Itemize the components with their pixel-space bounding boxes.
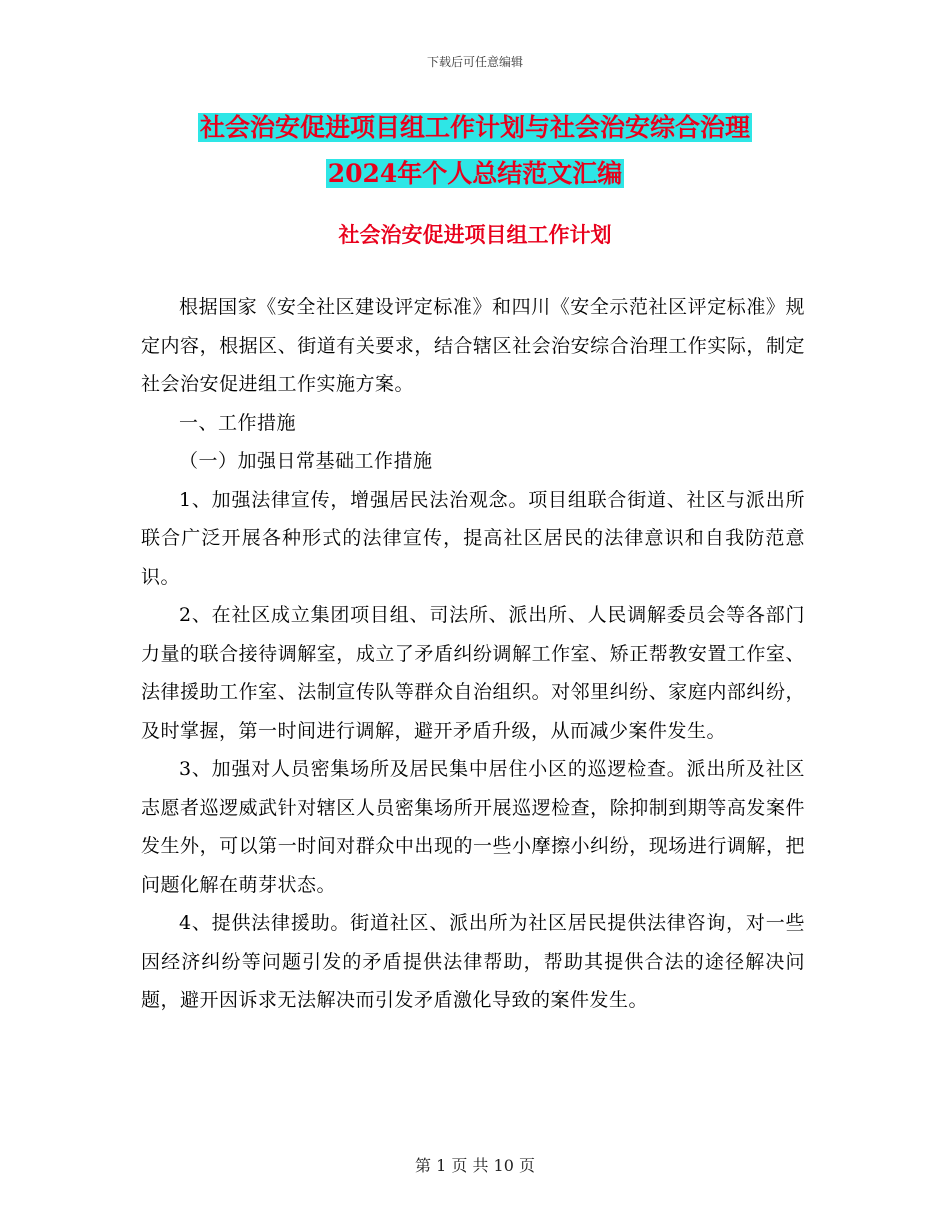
document-title-text-1: 社会治安促进项目组工作计划与社会治安综合治理 <box>199 113 750 142</box>
paragraph-item-4: 4、提供法律援助。街道社区、派出所为社区居民提供法律咨询，对一些因经济纠纷等问题引发的矛盾提供法律帮助，帮助其提供合法的途径解决问题，避开因诉求无法解决而引发矛盾激化导致的案件发生。 <box>141 912 805 1011</box>
section-title: 社会治安促进项目组工作计划 <box>338 222 612 247</box>
paragraph-item-3: 3、加强对人员密集场所及居民集中居住小区的巡逻检查。派出所及社区志愿者巡逻威武针对辖区人员密集场所开展巡逻检查，除抑制到期等高发案件发生外，可以第一时间对群众中出现的一些小摩擦小纠纷，现场进行调解，把问题化解在萌芽状态。 <box>141 758 805 896</box>
heading-work-measures: 一、工作措施 <box>179 411 297 434</box>
paragraph-intro: 根据国家《安全社区建设评定标准》和四川《安全示范社区评定标准》规定内容，根据区、街道有关要求，结合辖区社会治安综合治理工作实际，制定社会治安促进组工作实施方案。 <box>141 296 805 395</box>
paragraph-item-2: 2、在社区成立集团项目组、司法所、派出所、人民调解委员会等各部门力量的联合接待调解室，成立了矛盾纠纷调解工作室、矫正帮教安置工作室、法律援助工作室、法制宣传队等群众自治组织。对邻里纠纷、家庭内部纠纷，及时掌握，第一时间进行调解，避开矛盾升级，从而减少案件发生。 <box>141 604 805 742</box>
document-title-line-2 <box>0 156 950 192</box>
document-body <box>141 288 805 1020</box>
header-note: 下载后可任意编辑 <box>426 55 523 69</box>
document-title-line-1 <box>0 110 950 146</box>
paragraph-item-1: 1、加强法律宣传，增强居民法治观念。项目组联合街道、社区与派出所联合广泛开展各种形式的法律宣传，提高社区居民的法律意识和自我防范意识。 <box>141 488 805 588</box>
page-number-footer: 第 1 页 共 10 页 <box>415 1156 535 1175</box>
subheading-daily-work: （一）加强日常基础工作措施 <box>179 450 433 472</box>
document-title-text-2: 2024年个人总结范文汇编 <box>327 159 623 188</box>
